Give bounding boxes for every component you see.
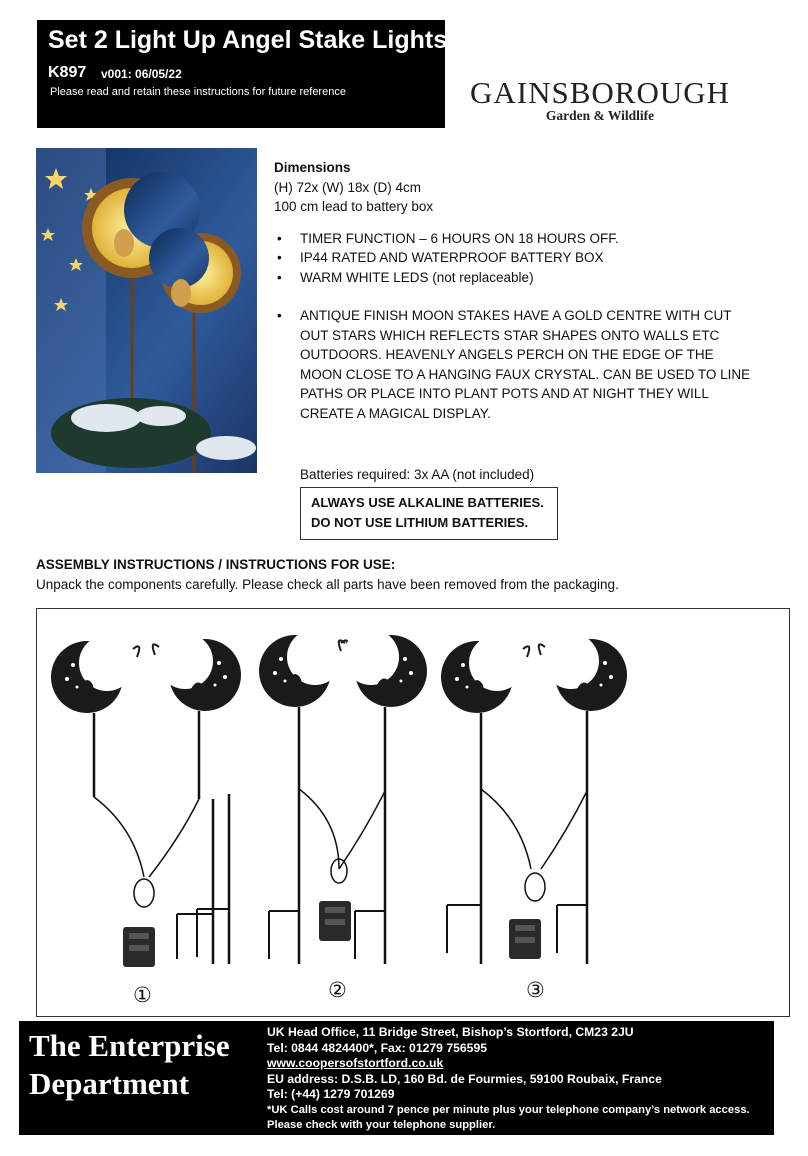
phone-fax: Tel: 0844 4824400*, Fax: 01279 756595 (267, 1040, 487, 1055)
contact-info (267, 1025, 750, 1134)
retain-note: Please read and retain these instructions for future reference (50, 86, 346, 98)
footer (19, 1021, 774, 1135)
product-code: K897 (48, 64, 87, 81)
product-info (274, 158, 754, 423)
dimensions-heading: Dimensions (274, 160, 351, 175)
brand-subtitle: Garden & Wildlife (545, 108, 655, 123)
brand-logo (462, 76, 738, 124)
step-1-label: ① (133, 983, 152, 1007)
assembly-heading: ASSEMBLY INSTRUCTIONS / INSTRUCTIONS FOR USE: (36, 557, 396, 572)
eu-address: EU address: D.S.B. LD, 160 Bd. de Fourmies, 59100 Roubaix, France (267, 1071, 662, 1086)
call-cost-note: *UK Calls cost around 7 pence per minute plus your telephone company’s network access. (267, 1103, 750, 1116)
brand-name: GAINSBOROUGH (469, 75, 730, 110)
feature-list (274, 229, 754, 424)
department-name: The Enterprise Department (29, 1028, 230, 1101)
supplier-note: Please check with your telephone supplier. (267, 1119, 496, 1131)
version-label: v001: 06/05/22 (101, 67, 182, 81)
step-3-label: ③ (526, 978, 545, 1002)
product-description: • ANTIQUE FINISH MOON STAKES HAVE A GOLD CENTRE WITH CUT OUT STARS WHICH REFLECTS STAR SHAPES ONTO WALLS ETC OUTDOORS. HEAVENLY ANGELS PERCH ON THE EDGE OF THE MOON CLOSE TO A HANGING FAUX CRYSTAL. CAN BE USED TO LINE PATHS OR PLACE INTO PLANT POTS AND AT NIGHT THEY WILL CREATE A MAGICAL DISPLAY. (274, 306, 754, 423)
assembly-text: Unpack the components carefully. Please check all parts have been removed from the packaging. (36, 577, 619, 592)
assembly-section (36, 555, 619, 595)
head-office-address: UK Head Office, 11 Bridge Street, Bishop’s Stortford, CM23 2JU (267, 1025, 634, 1039)
battery-warning-line: DO NOT USE LITHIUM BATTERIES. (311, 515, 529, 530)
product-photo (36, 148, 257, 473)
list-item: • WARM WHITE LEDS (not replaceable) (274, 268, 754, 288)
assembly-illustration (37, 609, 789, 1016)
assembly-diagram (36, 608, 790, 1017)
step-2-label: ② (328, 978, 347, 1002)
list-item: • IP44 RATED AND WATERPROOF BATTERY BOX (274, 248, 754, 268)
eu-phone: Tel: (+44) 1279 701269 (267, 1087, 395, 1101)
product-title: Set 2 Light Up Angel Stake Lights (48, 26, 448, 54)
dimensions-lead: 100 cm lead to battery box (274, 199, 434, 214)
dimensions-size: (H) 72x (W) 18x (D) 4cm (274, 179, 422, 195)
battery-warning-line: ALWAYS USE ALKALINE BATTERIES. (311, 495, 544, 510)
website-link[interactable]: www.coopersofstortford.co.uk (267, 1056, 444, 1070)
title-box (37, 20, 448, 128)
batteries-required: Batteries required: 3x AA (not included) (300, 467, 535, 482)
list-item: • TIMER FUNCTION – 6 HOURS ON 18 HOURS OFF. (274, 229, 754, 249)
battery-warning-box (300, 487, 558, 540)
